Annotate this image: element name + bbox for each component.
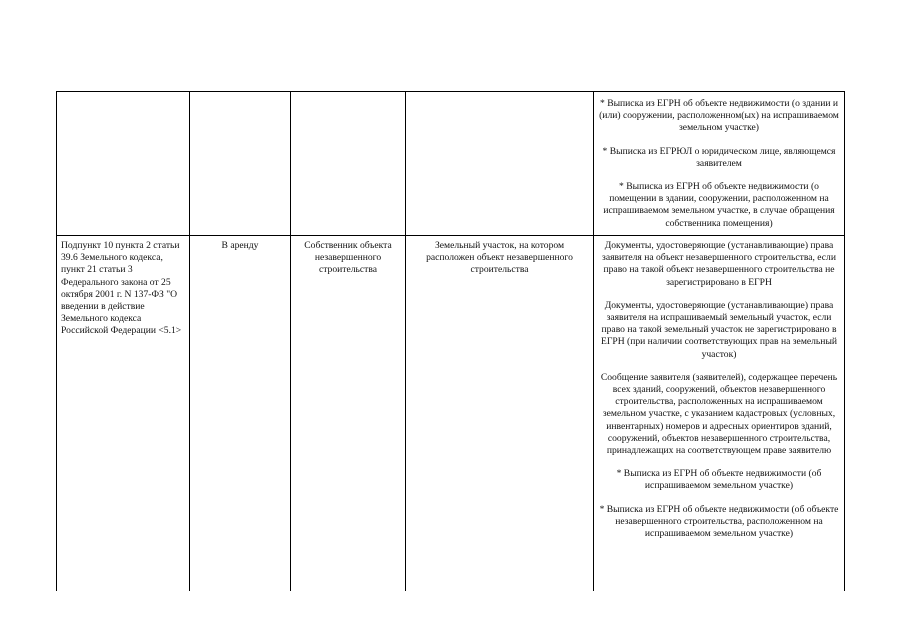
document-item: Сообщение заявителя (заявителей), содержащее перечень всех зданий, сооружений, объектов незавершенного строительства, расположенных на испрашиваемом земельном участке, с указанием кадастровых (условных, инвентарных) номеров и адресных ориентиров зданий, сооружений, объектов незавершенного строительства, принадлежащих на соответствующем праве заявителю <box>600 371 838 457</box>
land-plot-text: Земельный участок, на котором расположен объект незавершенного строительства <box>426 240 573 276</box>
document-item: * Выписка из ЕГРН об объекте недвижимости (об объекте незавершенного строительства, расположенном на испрашиваемом земельном участке) <box>599 503 839 540</box>
basis-cell <box>57 92 190 236</box>
applicant-text: Собственник объекта незавершенного строительства <box>304 240 392 276</box>
land-plot-cell <box>406 236 594 592</box>
provision-type-text: В аренду <box>221 240 259 251</box>
document-item: * Выписка из ЕГРН об объекте недвижимости (о помещении в здании, сооружении, расположенном на испрашиваемом земельном участке, в случае обращения собственника помещения) <box>603 181 835 229</box>
document-item: * Выписка из ЕГРЮЛ о юридическом лице, являющемся заявителем <box>602 145 836 169</box>
documents-cell <box>594 92 845 236</box>
document-item: Документы, удостоверяющие (устанавливающие) права заявителя на испрашиваемый земельный участок, если право на такой земельный участок не зарегистрировано в ЕГРН (при наличии соответствующих прав на земельный участок) <box>600 299 838 360</box>
provision-type-cell <box>190 92 291 236</box>
document-item: * Выписка из ЕГРН об объекте недвижимости (об испрашиваемом земельном участке) <box>616 468 822 492</box>
table-row <box>57 236 845 592</box>
legal-basis-text: Подпункт 10 пункта 2 статьи 39.6 Земельного кодекса, пункт 21 статьи 3 Федерального закона от 25 октября 2001 г. N 137-ФЗ "О введении в действие Земельного кодекса Российской Федерации <5.1> <box>61 240 182 337</box>
applicant-cell <box>291 92 406 236</box>
land-documents-table <box>56 91 845 591</box>
land-plot-cell <box>406 92 594 236</box>
documents-cell <box>594 236 845 592</box>
applicant-cell <box>291 236 406 592</box>
basis-cell <box>57 236 190 592</box>
document-item: * Выписка из ЕГРН об объекте недвижимости (о здании и (или) сооружении, расположенном(ых) на испрашиваемом земельном участке) <box>599 98 839 134</box>
document-item: Документы, удостоверяющие (устанавливающие) права заявителя на объект незавершенного строительства, если право на такой объект незавершенного строительства не зарегистрировано в ЕГРН <box>602 240 836 288</box>
table-row <box>57 92 845 236</box>
provision-type-cell <box>190 236 291 592</box>
